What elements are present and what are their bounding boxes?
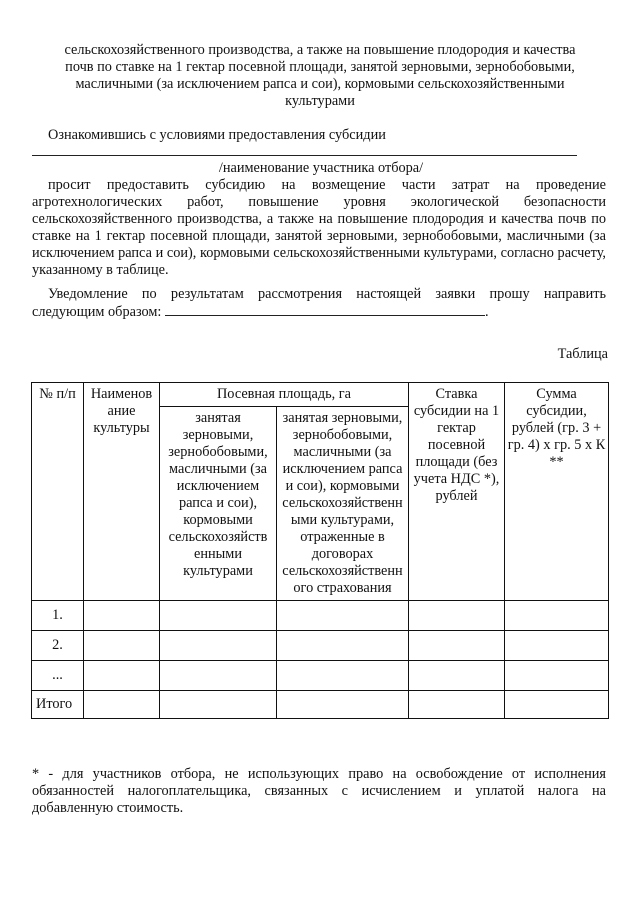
table-cell[interactable] bbox=[409, 691, 505, 719]
table-total-row bbox=[32, 691, 609, 719]
table-cell[interactable] bbox=[409, 631, 505, 661]
table-cell[interactable] bbox=[84, 631, 160, 661]
table-cell[interactable] bbox=[277, 601, 409, 631]
heading-line: культурами bbox=[285, 93, 355, 109]
heading-continuation bbox=[30, 42, 610, 110]
table-cell[interactable] bbox=[505, 601, 609, 631]
table-cell[interactable] bbox=[505, 691, 609, 719]
header-num: № п/п bbox=[32, 383, 84, 601]
heading-line: сельскохозяйственного производства, а также на повышение плодородия и качества bbox=[64, 42, 576, 58]
participant-caption: /наименование участника отбора/ bbox=[218, 160, 424, 176]
table-cell[interactable] bbox=[505, 661, 609, 691]
intro-text: Ознакомившись с условиями предоставления субсидии bbox=[48, 127, 386, 143]
notification-prefix: следующим образом: bbox=[32, 304, 162, 320]
notification-line: Уведомление по результатам рассмотрения настоящей заявки прошу направить bbox=[48, 286, 606, 302]
participant-name-field[interactable] bbox=[32, 155, 577, 156]
footnote: * - для участников отбора, не использующих право на освобождение от исполнения обязанностей налогоплательщика, связанных с исчислением и уплатой налога на добавленную стоимость. bbox=[32, 766, 606, 816]
table-cell[interactable] bbox=[84, 691, 160, 719]
notification-paragraph bbox=[32, 286, 606, 321]
table-row bbox=[32, 661, 609, 691]
heading-line: масличными (за исключением рапса и сои), кормовыми сельскохозяйственными bbox=[75, 76, 565, 92]
row-number: 2. bbox=[32, 631, 84, 661]
header-sown-area: Посевная площадь, га bbox=[160, 383, 409, 407]
table-cell[interactable] bbox=[160, 661, 277, 691]
table-cell[interactable] bbox=[160, 631, 277, 661]
table-cell[interactable] bbox=[277, 691, 409, 719]
notification-method-line bbox=[32, 303, 606, 321]
table-cell[interactable] bbox=[277, 631, 409, 661]
header-crop-name: Наименов ание культуры bbox=[84, 383, 160, 601]
table-row bbox=[32, 631, 609, 661]
table-cell[interactable] bbox=[84, 601, 160, 631]
header-subsidy-rate: Ставка субсидии на 1 гектар посевной площади (без учета НДС *), рублей bbox=[409, 383, 505, 601]
subsidy-table bbox=[31, 382, 609, 719]
request-paragraph: просит предоставить субсидию на возмещение части затрат на проведение агротехнологических работ, повышение уровня экологической безопасности сельскохозяйственного производства, а также на повышение плодородия и качества почв по ставке на 1 гектар посевной площади, занятой зерновыми, зернобобовыми, масличными (за исключением рапса и сои), кормовыми сельскохозяйственными культурами, согласно расчету, указанному в таблице. bbox=[32, 177, 606, 278]
notification-suffix: . bbox=[484, 304, 489, 320]
total-label: Итого bbox=[32, 691, 84, 719]
table-cell[interactable] bbox=[84, 661, 160, 691]
table-header-row bbox=[32, 383, 609, 407]
table-cell[interactable] bbox=[160, 601, 277, 631]
table-cell[interactable] bbox=[409, 601, 505, 631]
heading-line: почв по ставке на 1 гектар посевной площади, занятой зерновыми, зернобобовыми, bbox=[65, 59, 575, 75]
header-subsidy-sum: Сумма субсидии, рублей (гр. 3 + гр. 4) х гр. 5 х К ** bbox=[505, 383, 609, 601]
header-area-occupied: занятая зерновыми, зернобобовыми, масличными (за исключением рапса и сои), кормовыми сельскохозяйств енными культурами bbox=[160, 407, 277, 601]
row-number: ... bbox=[32, 661, 84, 691]
table-cell[interactable] bbox=[505, 631, 609, 661]
notification-method-field[interactable] bbox=[165, 303, 485, 316]
row-number: 1. bbox=[32, 601, 84, 631]
table-row bbox=[32, 601, 609, 631]
table-title: Таблица bbox=[557, 346, 608, 362]
header-area-insured: занятая зерновыми, зернобобовыми, масличными (за исключением рапса и сои), кормовыми сельскохозяйственн ыми культурами, отраженные в договорах сельскохозяйственн ого страхования bbox=[277, 407, 409, 601]
table-cell[interactable] bbox=[160, 691, 277, 719]
table-cell[interactable] bbox=[409, 661, 505, 691]
table-cell[interactable] bbox=[277, 661, 409, 691]
